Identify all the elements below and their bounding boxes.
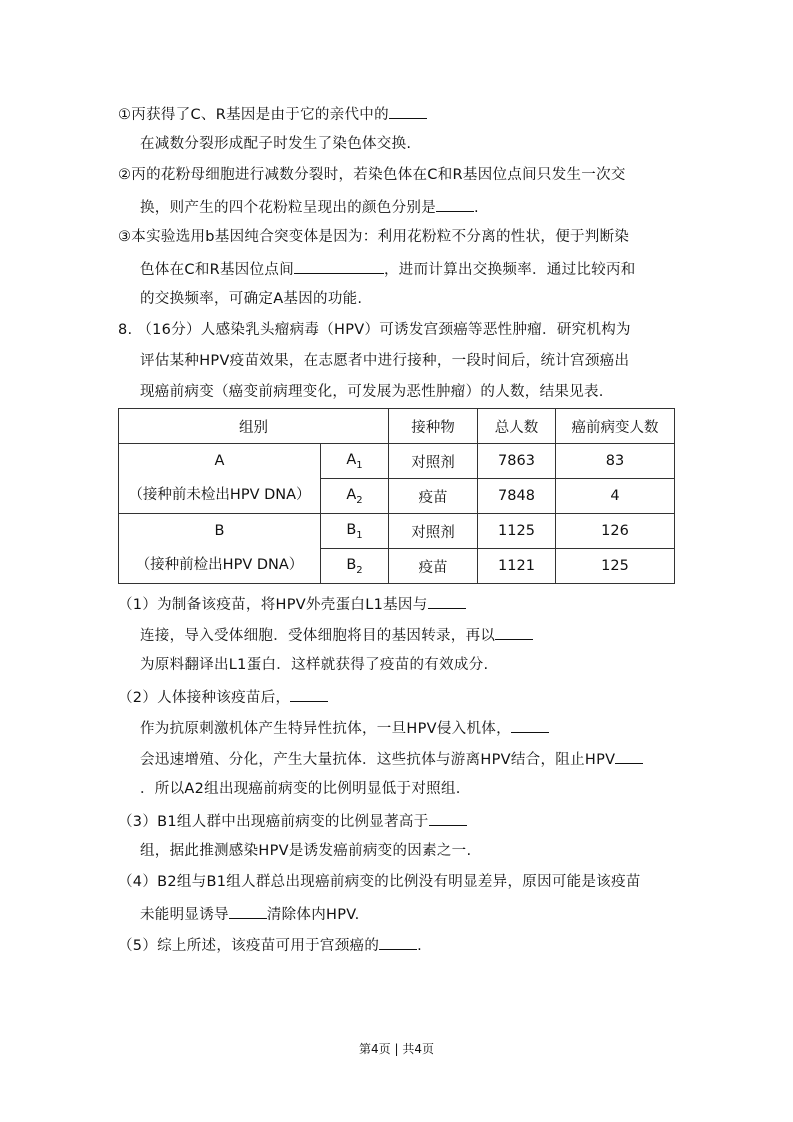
- total-cell: 1125: [478, 514, 556, 549]
- answer-blank[interactable]: [436, 196, 474, 212]
- group-desc: （接种前检出HPV DNA）: [135, 557, 304, 573]
- text-segment: 组，据此推测感染HPV是诱发癌前病变的因素之一.: [140, 843, 472, 859]
- subgroup-index: 1: [356, 529, 363, 541]
- agent-cell: 疫苗: [389, 479, 478, 514]
- text-segment: 换，则产生的四个花粉粒呈现出的颜色分别是: [140, 200, 436, 216]
- answer-blank[interactable]: [511, 717, 549, 733]
- text-segment: ①丙获得了C、R基因是由于它的亲代中的: [118, 107, 389, 123]
- group-name: A: [214, 453, 225, 469]
- text-segment: （5）综上所述，该疫苗可用于宫颈癌的: [118, 938, 380, 954]
- answer-blank[interactable]: [294, 258, 384, 274]
- lesion-cell: 125: [556, 549, 675, 584]
- text-segment: 未能明显诱导: [140, 907, 229, 923]
- text-line: [118, 165, 626, 185]
- answer-blank[interactable]: [379, 934, 417, 950]
- subgroup-index: 2: [356, 564, 363, 576]
- lesion-cell: 83: [556, 444, 675, 479]
- total-cell: 1121: [478, 549, 556, 584]
- text-line: [140, 134, 411, 154]
- text-line: [118, 810, 467, 832]
- header-total: 总人数: [478, 409, 556, 444]
- page-footer: 第4页 | 共4页: [359, 1042, 434, 1056]
- agent-cell: 对照剂: [389, 514, 478, 549]
- text-line: [118, 686, 328, 708]
- agent-cell: 疫苗: [389, 549, 478, 584]
- text-line: [118, 872, 641, 892]
- subgroup-cell: [321, 514, 389, 549]
- text-line: [118, 103, 427, 125]
- text-segment: （1）为制备该疫苗，将HPV外壳蛋白L1基因与: [118, 597, 428, 613]
- answer-blank[interactable]: [615, 748, 643, 764]
- text-line: [140, 841, 471, 861]
- text-segment: 色体在C和R基因位点间: [140, 262, 294, 278]
- text-segment: ③本实验选用b基因纯合突变体是因为：利用花粉粒不分离的性状，便于判断染: [118, 229, 630, 245]
- text-segment: 清除体内HPV.: [266, 907, 360, 923]
- header-agent: 接种物: [389, 409, 478, 444]
- text-segment: 现癌前病变（癌变前病理变化，可发展为恶性肿瘤）的人数，结果见表.: [140, 384, 604, 400]
- text-segment: 会迅速增殖、分化，产生大量抗体．这些抗体与游离HPV结合，阻止HPV: [140, 752, 616, 768]
- group-cell: [119, 514, 321, 584]
- answer-blank[interactable]: [290, 686, 328, 702]
- hpv-vaccine-results-table: [118, 408, 675, 584]
- subgroup-cell: [321, 479, 389, 514]
- text-segment: 的交换频率，可确定A基因的功能.: [140, 291, 363, 307]
- subgroup-label: A: [346, 486, 357, 503]
- text-line: [140, 258, 636, 280]
- text-line: [140, 289, 362, 309]
- text-line: [118, 593, 466, 615]
- subgroup-label: B: [346, 521, 357, 538]
- answer-blank[interactable]: [389, 103, 427, 119]
- subgroup-index: 2: [356, 494, 363, 506]
- subgroup-cell: [321, 444, 389, 479]
- text-segment: .: [417, 938, 423, 954]
- text-line: [140, 748, 643, 770]
- text-line: [140, 903, 360, 925]
- text-segment: 为原料翻译出L1蛋白．这样就获得了疫苗的有效成分.: [140, 657, 489, 673]
- text-segment: （3）B1组人群中出现癌前病变的比例显著高于: [118, 814, 429, 830]
- text-segment: （4）B2组与B1组人群总出现癌前病变的比例没有明显差异，原因可能是该疫苗: [118, 874, 641, 890]
- total-cell: 7863: [478, 444, 556, 479]
- text-line: [118, 934, 422, 956]
- subgroup-label: B: [346, 556, 357, 573]
- text-line: [140, 624, 533, 646]
- text-segment: ．所以A2组出现癌前病变的比例明显低于对照组.: [140, 781, 461, 797]
- subgroup-label: A: [346, 451, 357, 468]
- table-header-row: [119, 409, 675, 444]
- total-cell: 7848: [478, 479, 556, 514]
- text-line: [140, 655, 488, 675]
- group-desc: （接种前未检出HPV DNA）: [128, 487, 311, 503]
- text-line: [140, 382, 604, 402]
- text-segment: .: [474, 200, 479, 216]
- answer-blank[interactable]: [495, 624, 533, 640]
- text-line: [140, 717, 549, 739]
- lesion-cell: 126: [556, 514, 675, 549]
- group-name: B: [214, 523, 225, 539]
- answer-blank[interactable]: [429, 810, 467, 826]
- answer-blank[interactable]: [229, 903, 267, 919]
- subgroup-cell: [321, 549, 389, 584]
- text-segment: 8. （16分）人感染乳头瘤病毒（HPV）可诱发宫颈癌等恶性肿瘤．研究机构为: [118, 322, 631, 338]
- agent-cell: 对照剂: [389, 444, 478, 479]
- text-segment: ，进而计算出交换频率．通过比较丙和: [384, 262, 636, 278]
- text-segment: 在减数分裂形成配子时发生了染色体交换.: [140, 136, 412, 152]
- lesion-cell: 4: [556, 479, 675, 514]
- text-line: [140, 351, 629, 371]
- header-group: 组别: [119, 409, 389, 444]
- table-row: [119, 514, 675, 549]
- text-segment: 作为抗原刺激机体产生特异性抗体，一旦HPV侵入机体，: [140, 721, 511, 737]
- group-cell: [119, 444, 321, 514]
- text-segment: （2）人体接种该疫苗后，: [118, 690, 291, 706]
- header-lesion: 癌前病变人数: [556, 409, 675, 444]
- text-line: [140, 779, 461, 799]
- text-line: [118, 320, 631, 340]
- text-segment: ②丙的花粉母细胞进行减数分裂时，若染色体在C和R基因位点间只发生一次交: [118, 167, 626, 183]
- text-segment: 评估某种HPV疫苗效果，在志愿者中进行接种，一段时间后，统计宫颈癌出: [140, 353, 630, 369]
- text-line: [140, 196, 479, 218]
- subgroup-index: 1: [356, 459, 363, 471]
- answer-blank[interactable]: [428, 593, 466, 609]
- text-segment: 连接，导入受体细胞．受体细胞将目的基因转录，再以: [140, 628, 496, 644]
- text-line: [118, 227, 629, 247]
- table-row: [119, 444, 675, 479]
